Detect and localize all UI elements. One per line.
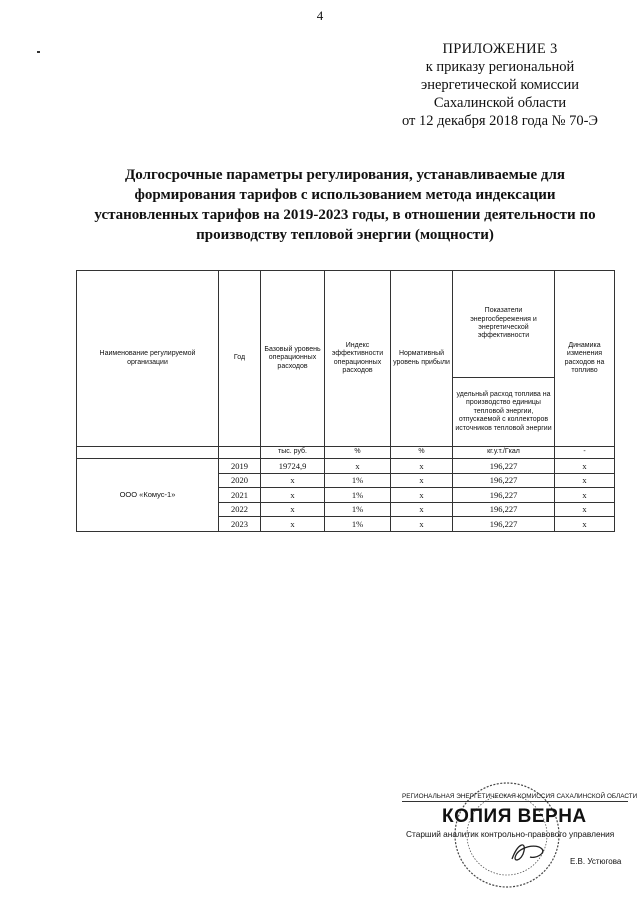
stamp-copy-label: КОПИЯ ВЕРНА <box>442 806 587 827</box>
cell-base: х <box>261 517 325 532</box>
unit-fuel: кг.у.т./Гкал <box>453 447 555 459</box>
org-name-cell: ООО «Комус-1» <box>77 459 219 532</box>
cell-profit: х <box>391 502 453 517</box>
header-fuel-consumption: удельный расход топлива на производство единицы тепловой энергии, отпускаемой с коллекторов источников тепловой энергии <box>453 378 555 447</box>
cell-dynamics: х <box>555 502 615 517</box>
unit-profit: % <box>391 447 453 459</box>
header-fuel-dynamics: Динамика изменения расходов на топливо <box>555 271 615 447</box>
unit-base: тыс. руб. <box>261 447 325 459</box>
appendix-line: от 12 декабря 2018 года № 70-Э <box>402 113 598 129</box>
cell-fuel: 196,227 <box>453 502 555 517</box>
cell-profit: х <box>391 517 453 532</box>
unit-empty <box>77 447 219 459</box>
cell-fuel: 196,227 <box>453 517 555 532</box>
unit-dynamics: - <box>555 447 615 459</box>
document-title <box>80 165 610 245</box>
appendix-heading: ПРИЛОЖЕНИЕ 3 <box>442 41 558 57</box>
title-line: Долгосрочные параметры регулирования, устанавливаемые для <box>124 167 566 183</box>
table-header-row <box>77 271 615 378</box>
title-line: формирования тарифов с использованием метода индексации <box>134 187 556 203</box>
cell-index: 1% <box>325 473 391 488</box>
unit-index: % <box>325 447 391 459</box>
header-profit-level: Нормативный уровень прибыли <box>391 271 453 447</box>
cell-index: 1% <box>325 488 391 503</box>
header-efficiency-index: Индекс эффективности операционных расходов <box>325 271 391 447</box>
header-year: Год <box>219 271 261 447</box>
unit-empty <box>219 447 261 459</box>
cell-base: 19724,9 <box>261 459 325 474</box>
cell-profit: х <box>391 473 453 488</box>
cell-year: 2022 <box>219 502 261 517</box>
parameters-table <box>76 270 615 532</box>
cell-fuel: 196,227 <box>453 459 555 474</box>
cell-year: 2021 <box>219 488 261 503</box>
table-units-row <box>77 447 615 459</box>
cell-year: 2020 <box>219 473 261 488</box>
cell-fuel: 196,227 <box>453 473 555 488</box>
table-row <box>77 459 615 474</box>
appendix-line: к приказу региональной <box>425 59 575 75</box>
cell-year: 2023 <box>219 517 261 532</box>
appendix-line: Сахалинской области <box>433 95 567 111</box>
header-org: Наименование регулируемой организации <box>77 271 219 447</box>
page-number: 4 <box>316 8 324 23</box>
cell-index: 1% <box>325 517 391 532</box>
cell-profit: х <box>391 459 453 474</box>
cell-dynamics: х <box>555 517 615 532</box>
appendix-line: энергетической комиссии <box>420 77 580 93</box>
cell-dynamics: х <box>555 473 615 488</box>
signature-icon <box>506 839 552 865</box>
header-base-opex: Базовый уровень операционных расходов <box>261 271 325 447</box>
cell-dynamics: х <box>555 459 615 474</box>
cell-base: х <box>261 502 325 517</box>
stamp-position: Старший аналитик контрольно-правового управления <box>406 829 615 839</box>
title-line: установленных тарифов на 2019-2023 годы, в отношении деятельности по <box>94 207 596 223</box>
certification-stamp <box>402 793 638 875</box>
cell-index: х <box>325 459 391 474</box>
stamp-organization: РЕГИОНАЛЬНАЯ ЭНЕРГЕТИЧЕСКАЯ КОМИССИЯ САХАЛИНСКОЙ ОБЛАСТИ <box>402 793 638 800</box>
cell-profit: х <box>391 488 453 503</box>
header-energy-group: Показатели энергосбережения и энергетической эффективности <box>453 271 555 378</box>
cell-base: х <box>261 473 325 488</box>
stamp-signer-name: Е.В. Устюгова <box>570 857 622 866</box>
scan-speck <box>37 51 40 53</box>
cell-year: 2019 <box>219 459 261 474</box>
cell-fuel: 196,227 <box>453 488 555 503</box>
title-line: производству тепловой энергии (мощности) <box>196 227 494 243</box>
cell-index: 1% <box>325 502 391 517</box>
cell-base: х <box>261 488 325 503</box>
appendix-block <box>370 40 630 130</box>
cell-dynamics: х <box>555 488 615 503</box>
